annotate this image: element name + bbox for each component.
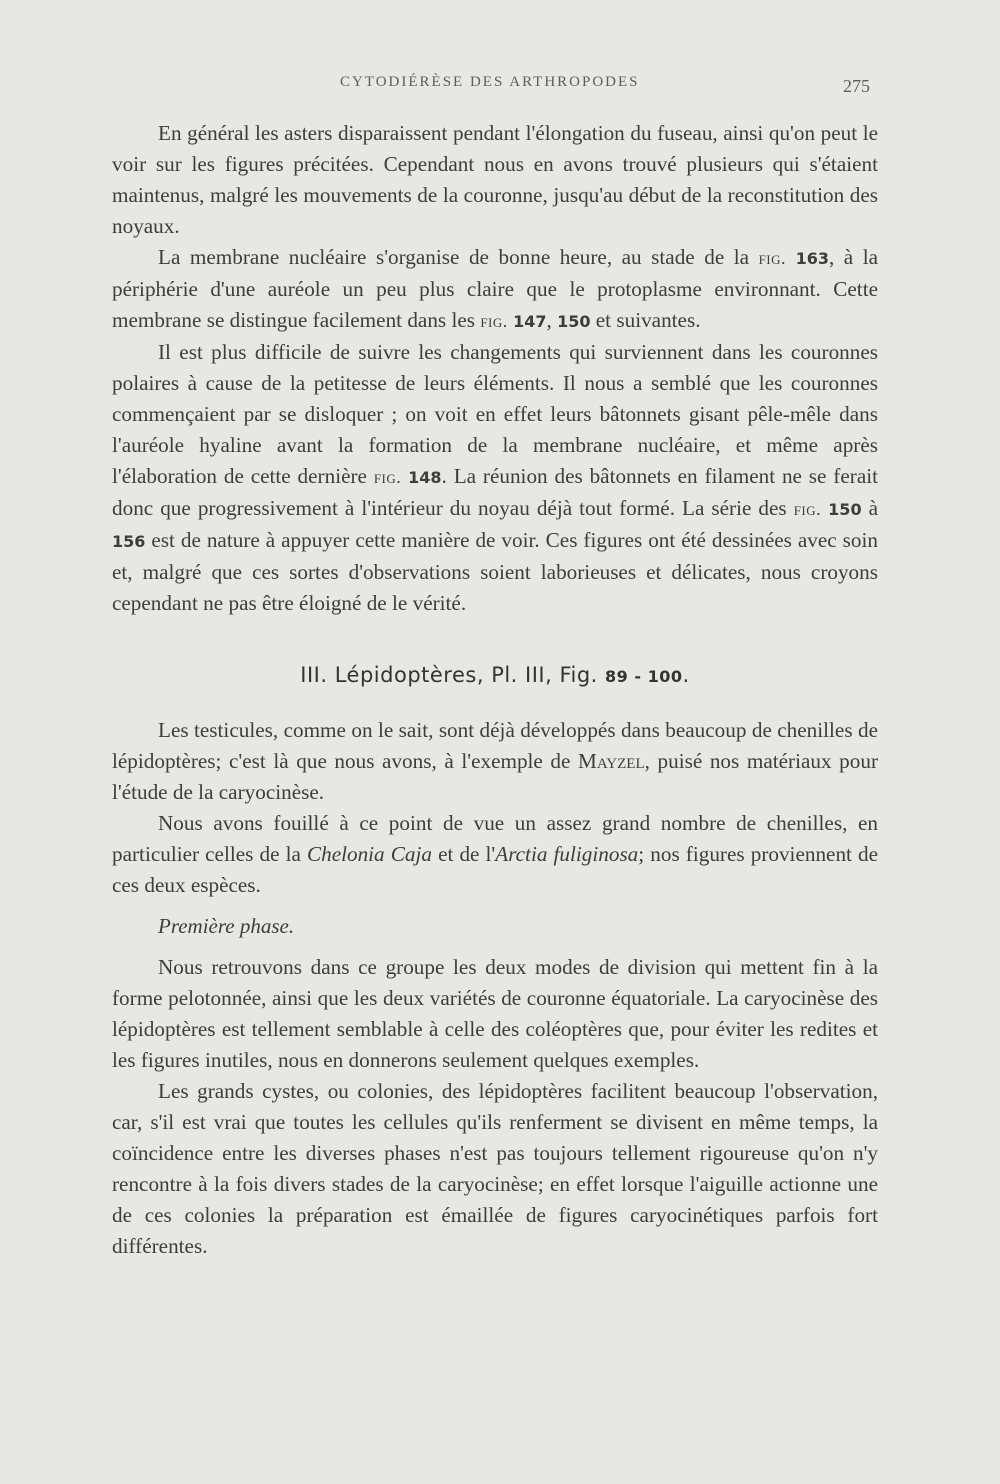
section-title: III. Lépidoptères, Pl. III, Fig. [300,663,606,687]
text-run: à [861,496,879,520]
paragraph-cystes: Les grands cystes, ou colonies, des lépidoptères facilitent beaucoup l'observation, car, s'il est vrai que toutes les cellules qu'ils renferment se divisent en même temps, la coïncidence entre les diverses phases n'est pas toujours tellement rigoureuse qu'on n'y rencontre à la fois divers stades de la caryocinèse; en effet lorsque l'aiguille actionne une de ces colonies la préparation est émaillée de figures caryocinétiques parfois fort différentes. [112,1079,878,1258]
figure-number: 156 [112,532,146,551]
section-title-end: . [682,663,690,687]
figure-reference: fig. [758,248,787,268]
paragraph-division: Nous retrouvons dans ce groupe les deux modes de division qui mettent fin à la forme pelotonnée, ainsi que les deux variétés de couronne équatoriale. La caryocinèse des lépidoptères est tellement semblable à celle des coléoptères que, pour éviter les redites et les figures inutiles, nous en donnerons seulement quelques exemples. [112,955,878,1072]
text-run: Les testicules, comme on le sait, sont déjà développés dans beaucoup de chenilles de lépidoptères; c'est là que nous avons, à l'exemple de [112,718,878,773]
text-run: et de l' [431,842,496,866]
text-run: Nous avons fouillé à ce point de vue un assez grand nombre de chenilles, en particulier celles de la [112,811,878,866]
paragraph-testicules [112,715,878,808]
body-text [112,118,878,1262]
text-run: est de nature à appuyer cette manière de voir. Ces figures ont été dessinées avec soin et, malgré que ces sortes d'observations soient laborieuses et délicates, nous croyons cependant ne pas être éloigné de le vérité. [112,528,878,615]
text-run: , puisé nos matériaux pour l'étude de la caryocinèse. [112,749,878,804]
figure-number: 148 [408,468,442,487]
text-run: et suivantes. [590,308,701,332]
text-run: La membrane nucléaire s'organise de bonne heure, au stade de la [158,245,759,269]
figure-number: 150 [828,500,862,519]
figure-reference: fig. [373,467,402,487]
paragraph-asters: En général les asters disparaissent pendant l'élongation du fuseau, ainsi qu'on peut le voir sur les figures précitées. Cependant nous en avons trouvé plusieurs qui s'étaient maintenus, malgré les mouvements de la couronne, jusqu'au début de la reconstitution des noyaux. [112,121,878,238]
text-run: Il est plus difficile de suivre les changements qui surviennent dans les couronnes polaires à cause de la petitesse de leurs éléments. Il nous a semblé que les couronnes commençaient par se disloquer ; on voit en effet leurs bâtonnets gisant pêle-mêle dans l'auréole hyaline avant la formation de la membrane nucléaire, et même après l'élaboration de cette dernière [112,340,878,488]
running-title: CYTODIÉRÈSE DES ARTHROPODES [340,74,640,90]
figure-reference: fig. [480,311,508,331]
species-name: Chelonia Caja [306,842,432,866]
author-name: Mayzel [578,749,645,773]
subheading-premiere-phase: Première phase. [158,914,295,938]
figure-reference: fig. [793,499,822,519]
text-run: , [546,308,558,332]
paragraph-chenilles [112,808,878,901]
figure-number: 163 [795,249,829,268]
species-name: Arctia fuliginosa [495,842,639,866]
paragraph-membrane [112,242,878,337]
figure-number: 147 [513,312,547,331]
paragraph-couronnes [112,337,878,619]
page-number: 275 [843,76,870,96]
section-figure-range: 89 - 100 [605,667,683,686]
text-run: ; nos figures proviennent de ces deux espèces. [112,842,879,897]
text-run: . La réunion des bâtonnets en filament ne se ferait donc que progressivement à l'intérieur du noyau déjà tout formé. La série des [112,464,879,520]
figure-number: 150 [557,312,591,331]
text-run: , à la périphérie d'une auréole un peu plus claire que le protoplasme environnant. Cette membrane se distingue facilement dans les [112,245,879,332]
section-heading [112,663,878,687]
